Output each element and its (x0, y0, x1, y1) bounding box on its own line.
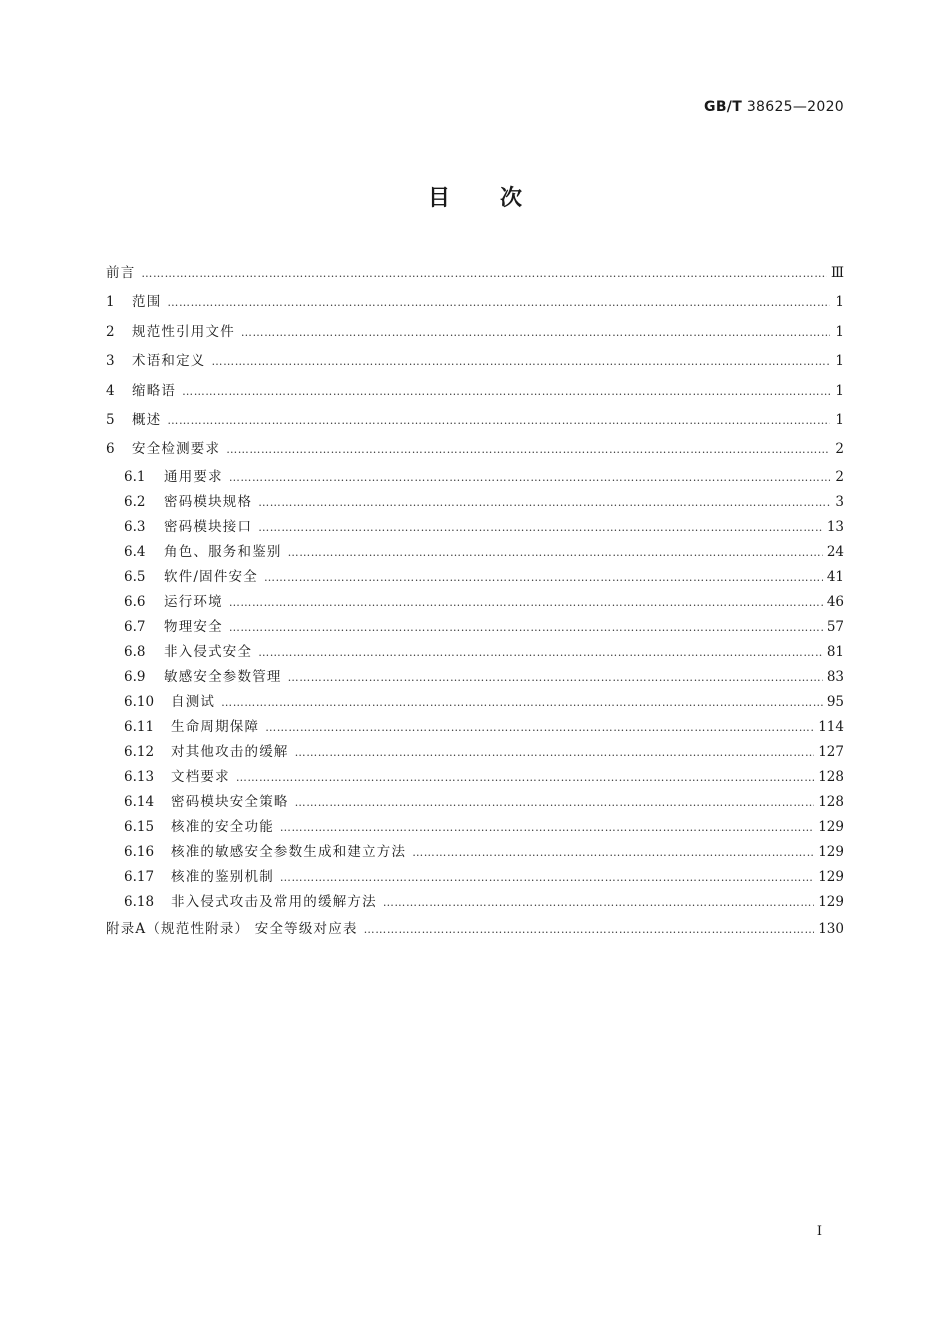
toc-leader-dots (167, 406, 830, 435)
toc-entry-section[interactable] (106, 465, 844, 490)
toc-entry-section[interactable] (106, 515, 844, 540)
toc-label: 范围 (132, 294, 162, 311)
toc-leader-dots (258, 640, 823, 665)
toc-leader-dots (412, 840, 814, 865)
toc-entry-chapter[interactable] (106, 288, 844, 317)
toc-leader-dots (229, 615, 823, 640)
toc-number: 6.5 (124, 568, 146, 585)
toc-entry-section[interactable] (106, 815, 844, 840)
toc-page: 3 (835, 493, 844, 510)
toc-entry-section[interactable] (106, 615, 844, 640)
toc-label: 前言 (106, 265, 136, 281)
toc-entry-section[interactable] (106, 665, 844, 690)
toc-entry-section[interactable] (106, 640, 844, 665)
toc-leader-dots (280, 815, 814, 840)
toc-leader-dots (258, 515, 823, 540)
toc-number: 6.13 (124, 768, 155, 785)
toc-entry-section[interactable] (106, 865, 844, 890)
toc-label: 缩略语 (132, 382, 177, 399)
toc-entry-section[interactable] (106, 590, 844, 615)
toc-number: 3 (106, 353, 115, 370)
standard-prefix: GB/T (704, 99, 743, 115)
toc-leader-dots (295, 740, 815, 765)
toc-number: 6.10 (124, 693, 155, 710)
toc-number: 6.11 (124, 718, 155, 735)
toc-page: 129 (818, 893, 844, 910)
toc-number: 1 (106, 294, 115, 311)
toc-page: 41 (826, 568, 844, 585)
toc-label: 文档要求 (171, 768, 230, 785)
toc-number: 6.2 (124, 493, 146, 510)
toc-page: 2 (835, 441, 844, 458)
toc-leader-dots (280, 865, 814, 890)
toc-page: 129 (818, 818, 844, 835)
toc-number: 6.17 (124, 868, 155, 885)
toc-label: 规范性引用文件 (132, 323, 235, 340)
page-number: I (816, 1224, 822, 1239)
toc-entry-section[interactable] (106, 565, 844, 590)
toc-label: 角色、服务和鉴别 (164, 543, 282, 560)
toc-leader-dots (221, 690, 823, 715)
toc-label: 敏感安全参数管理 (164, 668, 282, 685)
toc-label: 密码模块安全策略 (171, 793, 289, 810)
toc-leader-dots (141, 259, 827, 288)
toc-number: 6.7 (124, 618, 146, 635)
toc-number: 6.18 (124, 893, 155, 910)
toc-label: 核准的敏感安全参数生成和建立方法 (171, 843, 407, 860)
toc-page: Ⅲ (830, 265, 844, 281)
toc-entry-section[interactable] (106, 690, 844, 715)
toc-entry-annex[interactable] (106, 915, 844, 944)
toc-page: 130 (818, 920, 844, 937)
toc-leader-dots (265, 715, 814, 740)
toc-number: 6 (106, 441, 115, 458)
toc-entry-chapter[interactable] (106, 377, 844, 406)
toc-label: 自测试 (171, 693, 216, 710)
toc-number: 4 (106, 382, 115, 399)
toc-leader-dots (295, 790, 815, 815)
toc-label: 非入侵式安全 (164, 643, 253, 660)
toc-label: 术语和定义 (132, 353, 206, 370)
toc-page: 128 (818, 768, 844, 785)
toc-page: 128 (818, 793, 844, 810)
toc-number: 6.6 (124, 593, 146, 610)
toc-number: 2 (106, 323, 115, 340)
toc-leader-dots (229, 590, 823, 615)
toc-leader-dots (383, 890, 814, 915)
toc-page: 46 (826, 593, 844, 610)
toc-page: 127 (818, 743, 844, 760)
toc-label: 核准的鉴别机制 (171, 868, 274, 885)
toc-number: 6.12 (124, 743, 155, 760)
toc-page: 95 (826, 693, 844, 710)
page-title: 目次 (427, 186, 572, 211)
toc-number: 6.16 (124, 843, 155, 860)
toc-number: 6.8 (124, 643, 146, 660)
toc-entry-section[interactable] (106, 890, 844, 915)
table-of-contents (106, 259, 844, 944)
toc-label: 软件/固件安全 (164, 568, 258, 585)
toc-page: 114 (818, 718, 844, 735)
toc-page: 83 (826, 668, 844, 685)
toc-leader-dots (226, 435, 830, 464)
toc-page: 2 (835, 468, 844, 485)
toc-label: 对其他攻击的缓解 (171, 743, 289, 760)
toc-page: 1 (835, 294, 844, 311)
toc-number: 6.14 (124, 793, 155, 810)
toc-leader-dots (288, 540, 823, 565)
toc-page: 129 (818, 868, 844, 885)
toc-label: 核准的安全功能 (171, 818, 274, 835)
standard-code (704, 99, 844, 115)
toc-number: 6.9 (124, 668, 146, 685)
toc-entry-section[interactable] (106, 715, 844, 740)
toc-label: 非入侵式攻击及常用的缓解方法 (171, 893, 377, 910)
toc-label: 附录A（规范性附录） 安全等级对应表 (106, 920, 358, 937)
toc-leader-dots (258, 490, 830, 515)
toc-entry-preface[interactable] (106, 259, 844, 288)
toc-page: 57 (826, 618, 844, 635)
toc-entry-chapter[interactable] (106, 435, 844, 464)
toc-entry-section[interactable] (106, 840, 844, 865)
toc-label: 生命周期保障 (171, 718, 260, 735)
toc-label: 通用要求 (164, 468, 223, 485)
toc-number: 6.1 (124, 468, 146, 485)
toc-page: 81 (826, 643, 844, 660)
toc-number: 6.15 (124, 818, 155, 835)
toc-number: 5 (106, 411, 115, 428)
toc-entry-section[interactable] (106, 540, 844, 565)
toc-entry-section[interactable] (106, 490, 844, 515)
toc-entry-chapter[interactable] (106, 406, 844, 435)
toc-entry-section[interactable] (106, 790, 844, 815)
toc-label: 概述 (132, 411, 162, 428)
toc-leader-dots (241, 318, 830, 347)
toc-leader-dots (182, 377, 830, 406)
toc-label: 密码模块接口 (164, 518, 253, 535)
toc-label: 物理安全 (164, 618, 223, 635)
toc-page: 1 (835, 353, 844, 370)
toc-label: 运行环境 (164, 593, 223, 610)
toc-page: 13 (826, 518, 844, 535)
toc-leader-dots (364, 915, 815, 944)
toc-leader-dots (264, 565, 823, 590)
toc-leader-dots (229, 465, 830, 490)
toc-page: 1 (835, 323, 844, 340)
toc-number: 6.3 (124, 518, 146, 535)
toc-leader-dots (167, 288, 830, 317)
toc-page: 1 (835, 411, 844, 428)
toc-label: 密码模块规格 (164, 493, 253, 510)
toc-entry-section[interactable] (106, 740, 844, 765)
toc-page: 1 (835, 382, 844, 399)
standard-number: 38625—2020 (746, 99, 844, 115)
toc-leader-dots (288, 665, 823, 690)
toc-page: 129 (818, 843, 844, 860)
toc-leader-dots (212, 347, 831, 376)
toc-entry-chapter[interactable] (106, 318, 844, 347)
toc-label: 安全检测要求 (132, 441, 221, 458)
toc-number: 6.4 (124, 543, 146, 560)
toc-page: 24 (826, 543, 844, 560)
toc-entry-chapter[interactable] (106, 347, 844, 376)
toc-entry-section[interactable] (106, 765, 844, 790)
toc-leader-dots (236, 765, 814, 790)
